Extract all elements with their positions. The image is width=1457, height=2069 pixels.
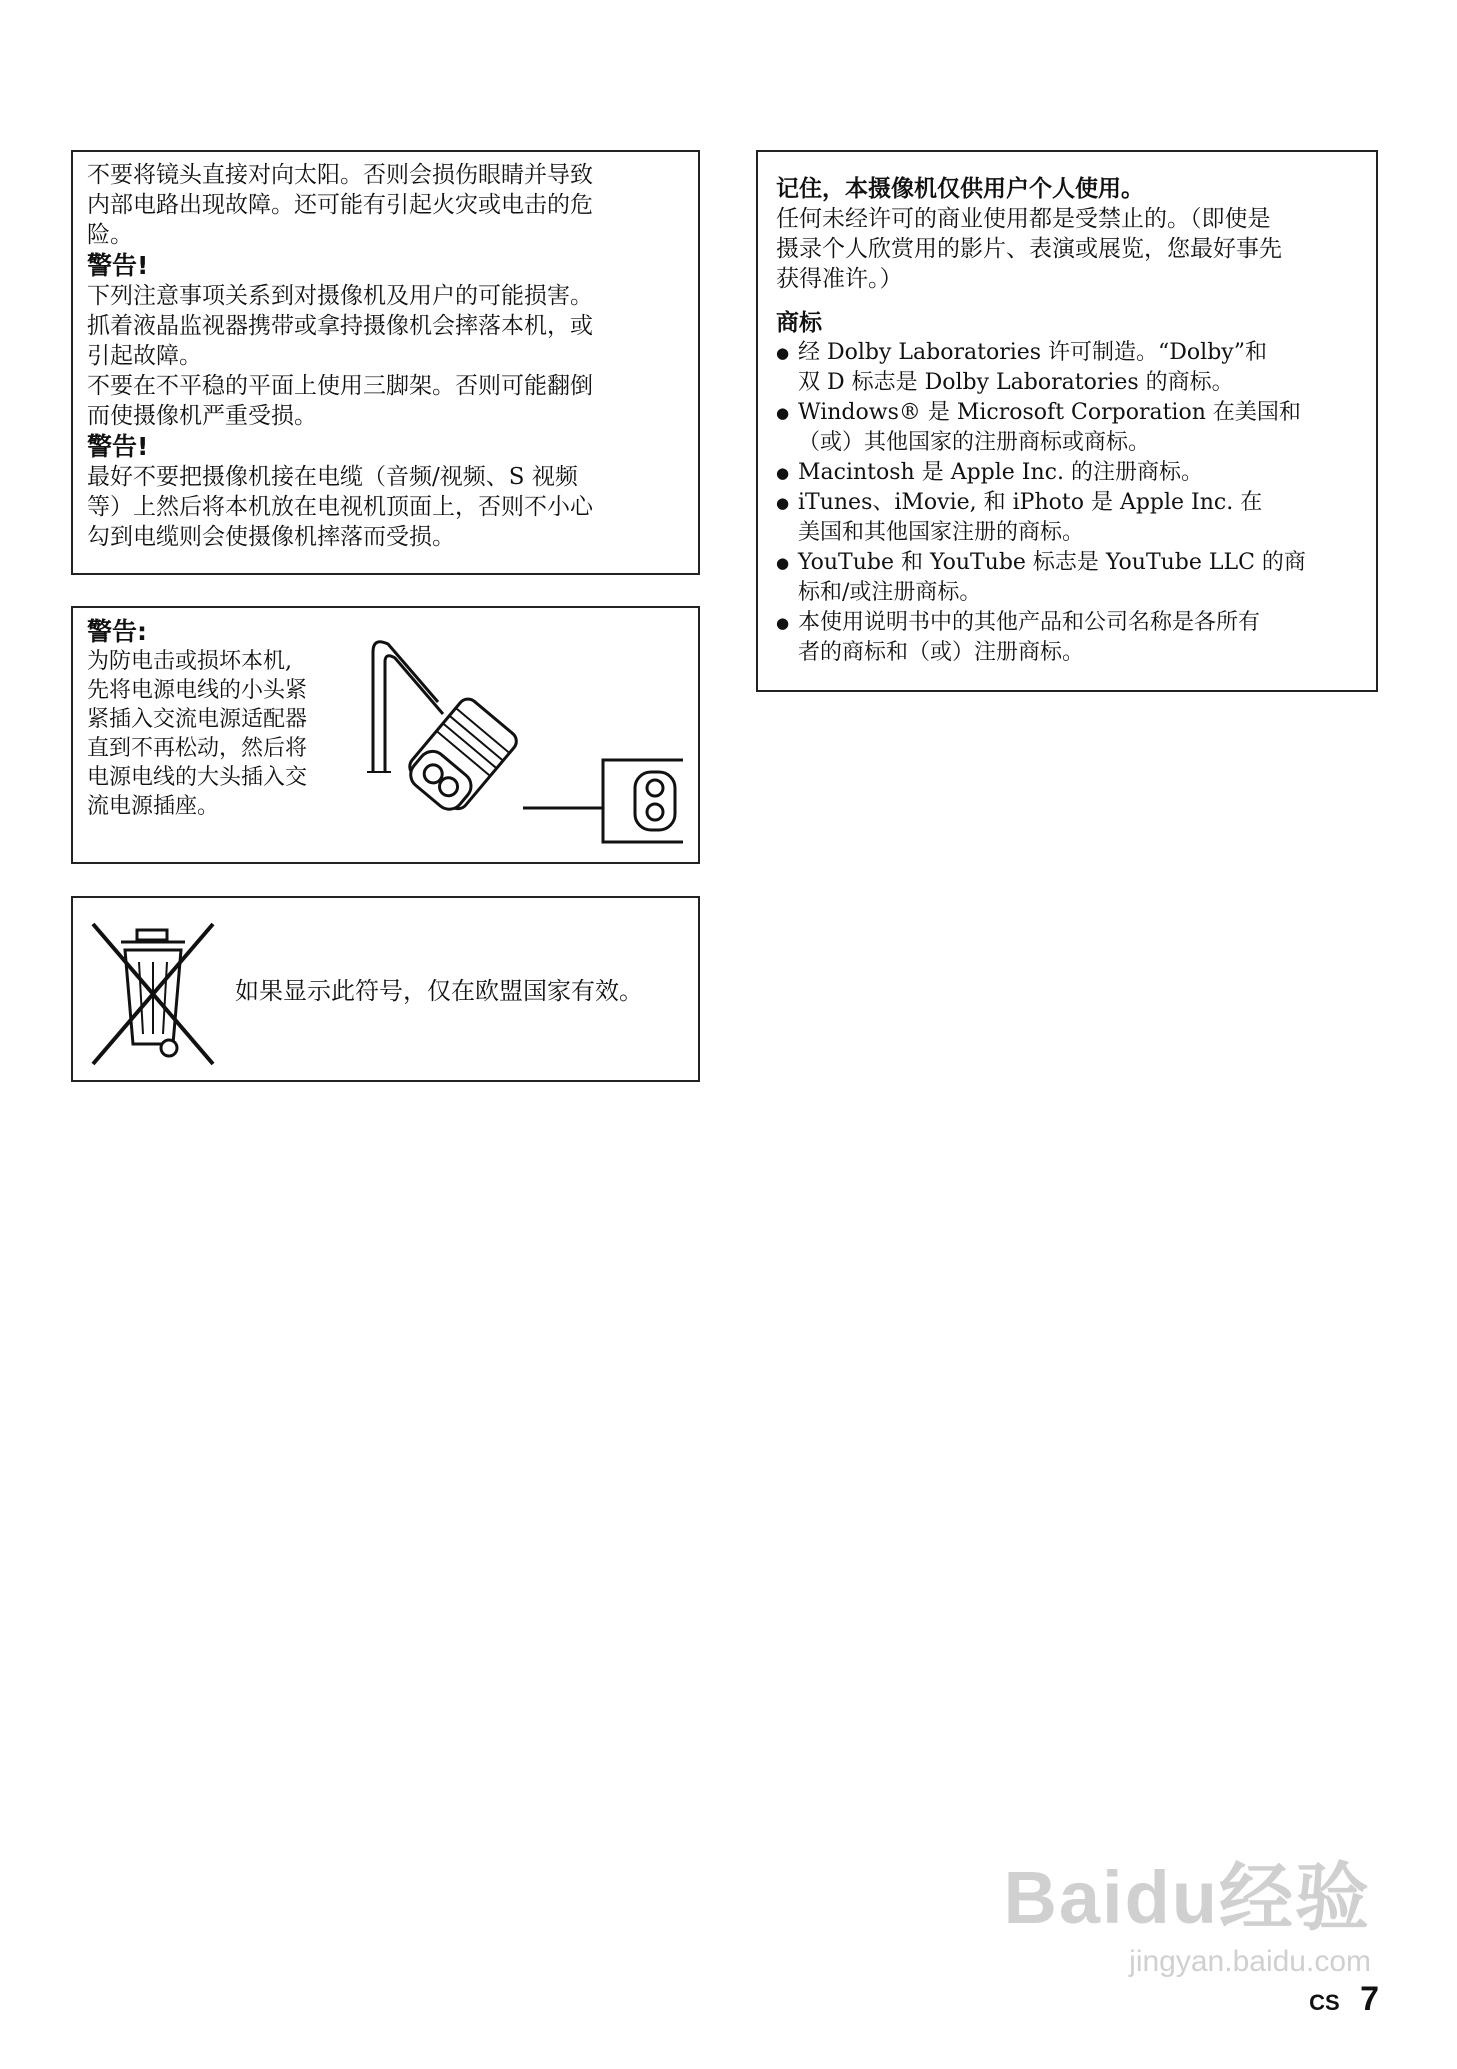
power-warning-title: 警告:: [87, 617, 147, 646]
crossed-wheelie-bin-icon: [83, 916, 223, 1066]
power-warning-text: 为防电击或损坏本机, 先将电源电线的小头紧 紧插入交流电源适配器 直到不再松动，然后将 电源电线的大头插入交 流电源插座。: [87, 649, 308, 819]
list-item: ● 本使用说明书中的其他产品和公司名称是各所有 者的商标和（或）注册商标。: [776, 608, 1362, 668]
personal-use-text: 任何未经许可的商业使用都是受禁止的。（即使是 摄录个人欣赏用的影片、表演或展览，您最好事先 获得准许。）: [776, 206, 1282, 292]
caution-box: [71, 150, 700, 575]
trademark-heading: 商标: [776, 310, 822, 336]
list-item: ● YouTube 和 YouTube 标志是 YouTube LLC 的商 标和/或注册商标。: [776, 548, 1362, 608]
watermark-url: jingyan.baidu.com: [1129, 1945, 1371, 1978]
personal-use-title: 记住，本摄像机仅供用户个人使用。: [776, 176, 1144, 202]
list-item: ● iTunes、iMovie, 和 iPhoto 是 Apple Inc. 在 美国和其他国家注册的商标。: [776, 488, 1362, 548]
list-item: ● Windows® 是 Microsoft Corporation 在美国和 （或）其他国家的注册商标或商标。: [776, 398, 1362, 458]
language-code: CS: [1309, 1990, 1340, 2015]
baidu-watermark: [1003, 1839, 1371, 1979]
power-plug-icon: [363, 622, 683, 852]
cable-warning-text: 最好不要把摄像机接在电缆（音频/视频、S 视频 等）上然后将本机放在电视机顶面上，否则不小心 勾到电缆则会使摄像机摔落而受损。: [87, 464, 593, 550]
page-number: 7: [1360, 1980, 1379, 2018]
list-item: ● Macintosh 是 Apple Inc. 的注册商标。: [776, 458, 1362, 488]
power-warning-box: [71, 606, 700, 864]
trademark-list: [776, 338, 1362, 668]
watermark-brand: Baidu经验: [1003, 1856, 1371, 1939]
weee-text: 如果显示此符号，仅在欧盟国家有效。: [235, 977, 643, 1005]
sun-warning-text: 不要将镜头直接对向太阳。否则会损伤眼睛并导致 内部电路出现故障。还可能有引起火灾或电击的危 险。: [87, 162, 593, 248]
warning-heading-1: 警告!: [87, 251, 149, 280]
warning-heading-2: 警告!: [87, 432, 149, 461]
page-footer: [1309, 1980, 1379, 2019]
weee-box: [71, 896, 700, 1082]
damage-warning-text: 下列注意事项关系到对摄像机及用户的可能损害。 抓着液晶监视器携带或拿持摄像机会摔落本机，或 引起故障。 不要在不平稳的平面上使用三脚架。否则可能翻倒 而使摄像机严重受损。: [87, 283, 593, 429]
trademark-box: [756, 150, 1378, 692]
list-item: ● 经 Dolby Laboratories 许可制造。“Dolby”和 双 D 标志是 Dolby Laboratories 的商标。: [776, 338, 1362, 398]
